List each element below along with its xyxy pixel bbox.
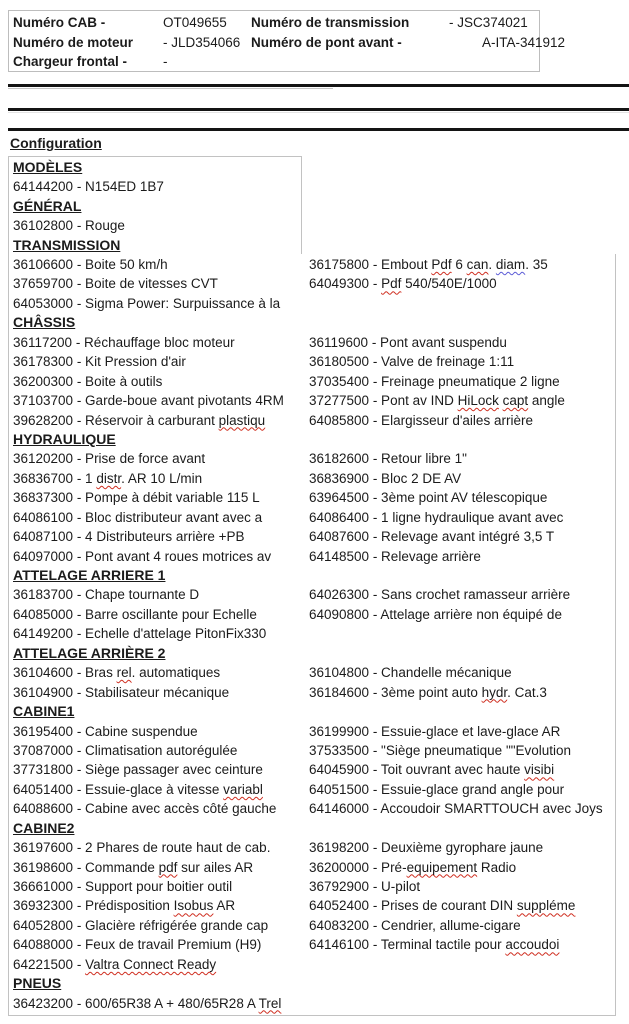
machine-id-row (13, 13, 539, 33)
config-cell: 36198600 - Commande pdf sur ailes AR (13, 859, 254, 875)
config-cell: 64051400 - Essuie-glace à vitesse variabl (13, 781, 263, 797)
config-cell: 36106600 - Boite 50 km/h (13, 257, 168, 272)
config-cell: 64085800 - Elargisseur d'ailes arrière (309, 412, 533, 428)
divider-line (8, 108, 629, 111)
config-cell: 64049300 - Pdf 540/540E/1000 (309, 276, 497, 292)
section-title-attelage-arriere-1: ATTELAGE ARRIERE 1 (13, 567, 166, 583)
machine-id-value: - JLD354066 (163, 34, 241, 50)
config-cell: 64148500 - Relevage arrière (309, 548, 481, 564)
machine-id-label: Numéro de moteur (13, 34, 134, 50)
config-row (13, 488, 615, 507)
config-cell: 64088000 - Feux de travail Premium (H9) (13, 937, 262, 953)
config-cell: 64144200 - N154ED 1B7 (13, 179, 164, 195)
config-cell: 39628200 - Réservoir à carburant plastiqu (13, 412, 266, 428)
config-cell (309, 994, 615, 1013)
config-cell: 36836900 - Bloc 2 DE AV (309, 470, 462, 486)
config-row (13, 877, 615, 896)
config-cell: 36195400 - Cabine suspendue (13, 723, 198, 739)
config-cell: 36104900 - Stabilisateur mécanique (13, 684, 230, 700)
spellcheck-red-squiggle: plastiqu (218, 412, 266, 428)
config-cell: 64221500 - Valtra Connect Ready (13, 956, 217, 972)
config-row (13, 449, 615, 468)
config-row (13, 294, 615, 313)
config-row (13, 838, 615, 857)
config-cell: 36200300 - Boite à outils (13, 373, 163, 389)
config-cell: 36197600 - 2 Phares de route haut de cab. (13, 840, 271, 856)
config-cell: 36104800 - Chandelle mécanique (309, 665, 512, 681)
config-row (13, 683, 615, 702)
config-row (13, 994, 615, 1013)
config-row (13, 760, 615, 779)
config-cell: 37277500 - Pont av IND HiLock capt angle (309, 393, 565, 409)
machine-id-value: - JSC374021 (449, 15, 528, 30)
config-cell: 36199900 - Essuie-glace et lave-glace AR (309, 723, 561, 739)
config-cell: 64087100 - 4 Distributeurs arrière +PB (13, 529, 245, 545)
spellcheck-red-squiggle: Trel (258, 995, 282, 1011)
machine-id-label: Numéro de transmission (251, 15, 410, 30)
divider-line (8, 84, 629, 87)
config-cell: 36837300 - Pompe à débit variable 115 L (13, 490, 260, 506)
model-general-panel (8, 156, 302, 254)
spellcheck-red-squiggle: Valtra Connect Ready (85, 956, 217, 972)
config-cell: 37659700 - Boite de vitesses CVT (13, 276, 218, 292)
section-title-transmission: TRANSMISSION (13, 236, 121, 253)
machine-id-label: Numéro de pont avant - (251, 34, 402, 50)
config-cell: 36200000 - Pré-equipement Radio (309, 859, 517, 875)
config-row (13, 741, 615, 760)
config-cell: 36792900 - U-pilot (309, 879, 421, 894)
spellcheck-red-squiggle: accoudoi (505, 937, 560, 953)
config-cell: 64026300 - Sans crochet ramasseur arrière (309, 587, 571, 603)
divider-line-shadow (8, 88, 333, 89)
spellcheck-red-squiggle: Pdf (431, 257, 452, 272)
section-title-hydraulique: HYDRAULIQUE (13, 430, 116, 447)
section-title-pneus: PNEUS (13, 975, 62, 992)
machine-id-label: Numéro CAB - (13, 15, 106, 30)
machine-id-box (8, 10, 566, 72)
config-cell: 37731800 - Siège passager avec ceinture (13, 762, 263, 778)
config-cell: 36180500 - Valve de freinage 1:11 (309, 354, 515, 370)
config-row (13, 177, 301, 196)
config-row (13, 547, 615, 566)
divider-line (8, 128, 629, 131)
config-cell: 36178300 - Kit Pression d'air (13, 354, 186, 370)
config-cell: 36175800 - Embout Pdf 6 can. diam. 35 (309, 257, 548, 272)
config-cell: 64051500 - Essuie-glace grand angle pour (309, 781, 565, 797)
machine-id-label (251, 52, 449, 72)
config-cell: 36182600 - Retour libre 1" (309, 451, 467, 467)
spellcheck-red-squiggle: variabl (223, 781, 263, 797)
machine-id-value: - (163, 54, 168, 69)
config-cell: 64052400 - Prises de courant DIN suppléme (309, 898, 576, 914)
config-cell: 37035400 - Freinage pneumatique 2 ligne (309, 373, 560, 389)
spellcheck-red-squiggle: can (466, 257, 489, 272)
config-row (13, 527, 615, 546)
config-cell: 64146100 - Terminal tactile pour accoudoi (309, 937, 560, 953)
config-cell: 64090800 - Attelage arrière non équipé de (309, 606, 562, 622)
config-cell: 64097000 - Pont avant 4 roues motrices av (13, 548, 272, 564)
config-cell: 36183700 - Chape tournante D (13, 587, 200, 603)
machine-id-row (13, 52, 539, 72)
spellcheck-red-squiggle: visibi (524, 762, 555, 778)
config-cell: 64052800 - Glacière réfrigérée grande cap (13, 917, 269, 933)
config-cell: 64083200 - Cendrier, allume-cigare (309, 917, 521, 933)
spellcheck-red-squiggle: Isobus (173, 898, 214, 914)
config-cell: 36836700 - 1 distr. AR 10 L/min (13, 470, 203, 486)
config-cell: 64088600 - Cabine avec accès côté gauche (13, 801, 277, 817)
config-cell: 64146000 - Accoudoir SMARTTOUCH avec Joys (309, 801, 603, 817)
machine-id-value: A-ITA-341912 (482, 34, 566, 50)
section-title-cabine1: CABINE1 (13, 703, 75, 720)
config-row (13, 585, 615, 604)
config-row (13, 255, 615, 274)
config-cell: 36423200 - 600/65R38 A + 480/65R28 A Trel (13, 995, 282, 1011)
config-row (13, 469, 615, 488)
machine-id-value: OT049655 (163, 15, 227, 30)
config-row (13, 799, 615, 818)
spellcheck-red-squiggle: suppléme (516, 898, 576, 914)
machine-id-row (13, 33, 566, 53)
spellcheck-red-squiggle: pdf (158, 859, 178, 875)
config-row (13, 411, 615, 430)
config-cell: 37533500 - "Siège pneumatique ""Evolution (309, 742, 572, 758)
config-row (13, 858, 615, 877)
divider-line-shadow (8, 112, 629, 113)
config-row (13, 935, 615, 954)
spellcheck-red-squiggle: distr (96, 470, 122, 486)
config-cell (309, 294, 615, 313)
config-cell: 64085000 - Barre oscillante pour Echelle (13, 606, 257, 622)
spellcheck-red-squiggle: capt (502, 393, 529, 409)
config-row (13, 333, 615, 352)
spellcheck-blue-squiggle: diam (495, 257, 526, 272)
config-cell: 36104600 - Bras rel. automatiques (13, 665, 221, 681)
config-cell: 36198200 - Deuxième gyrophare jaune (309, 840, 544, 856)
config-row (13, 663, 615, 682)
configuration-title: Configuration (10, 135, 102, 151)
config-row (13, 624, 615, 643)
config-cell: 36661000 - Support pour boitier outil (13, 879, 233, 894)
config-row (13, 391, 615, 410)
config-cell: 36932300 - Prédisposition Isobus AR (13, 898, 236, 914)
config-cell: 64087600 - Relevage avant intégré 3,5 T (309, 529, 555, 545)
config-row (13, 722, 615, 741)
machine-id-label: Chargeur frontal - (13, 54, 128, 69)
config-row (13, 916, 615, 935)
section-title-chassis: CHÂSSIS (13, 314, 76, 331)
config-cell: 63964500 - 3ème point AV télescopique (309, 490, 548, 506)
config-row (13, 372, 615, 391)
config-cell: 36119600 - Pont avant suspendu (309, 334, 507, 350)
config-cell: 64045900 - Toit ouvrant avec haute visibi (309, 762, 555, 778)
config-cell: 36102800 - Rouge (13, 218, 125, 234)
machine-id-value (449, 52, 539, 72)
config-cell: 36184600 - 3ème point auto hydr. Cat.3 (309, 684, 547, 700)
spellcheck-red-squiggle: hydr (481, 684, 508, 700)
spellcheck-red-squiggle: Pdf (381, 276, 402, 292)
config-cell: 36120200 - Prise de force avant (13, 451, 206, 467)
config-cell: 64086400 - 1 ligne hydraulique avant avec (309, 509, 564, 525)
section-title-general: GÉNÉRAL (13, 197, 82, 214)
config-cell (309, 624, 615, 643)
spellcheck-red-squiggle: rel (116, 665, 132, 681)
config-row (13, 780, 615, 799)
section-title-cabine2: CABINE2 (13, 819, 75, 836)
config-cell: 37103700 - Garde-boue avant pivotants 4RM (13, 393, 284, 409)
section-title-attelage-arriere-2: ATTELAGE ARRIÈRE 2 (13, 644, 166, 661)
config-row (13, 605, 615, 624)
config-row (13, 352, 615, 371)
config-row (13, 896, 615, 915)
config-cell (309, 955, 615, 974)
spellcheck-red-squiggle: equipement (406, 859, 478, 875)
options-panel (8, 254, 616, 1016)
section-title-modeles: MODÈLES (13, 159, 83, 175)
config-row (13, 508, 615, 527)
config-cell: 64086100 - Bloc distributeur avant avec a (13, 509, 263, 525)
config-cell: 36117200 - Réchauffage bloc moteur (13, 334, 235, 350)
config-row (13, 274, 615, 293)
config-cell: 64149200 - Echelle d'attelage PitonFix330 (13, 626, 267, 642)
config-cell: 37087000 - Climatisation autorégulée (13, 742, 238, 758)
config-row (13, 955, 615, 974)
spellcheck-red-squiggle: HiLock (457, 393, 499, 409)
config-row (13, 216, 301, 235)
config-cell: 64053000 - Sigma Power: Surpuissance à la (13, 295, 281, 311)
